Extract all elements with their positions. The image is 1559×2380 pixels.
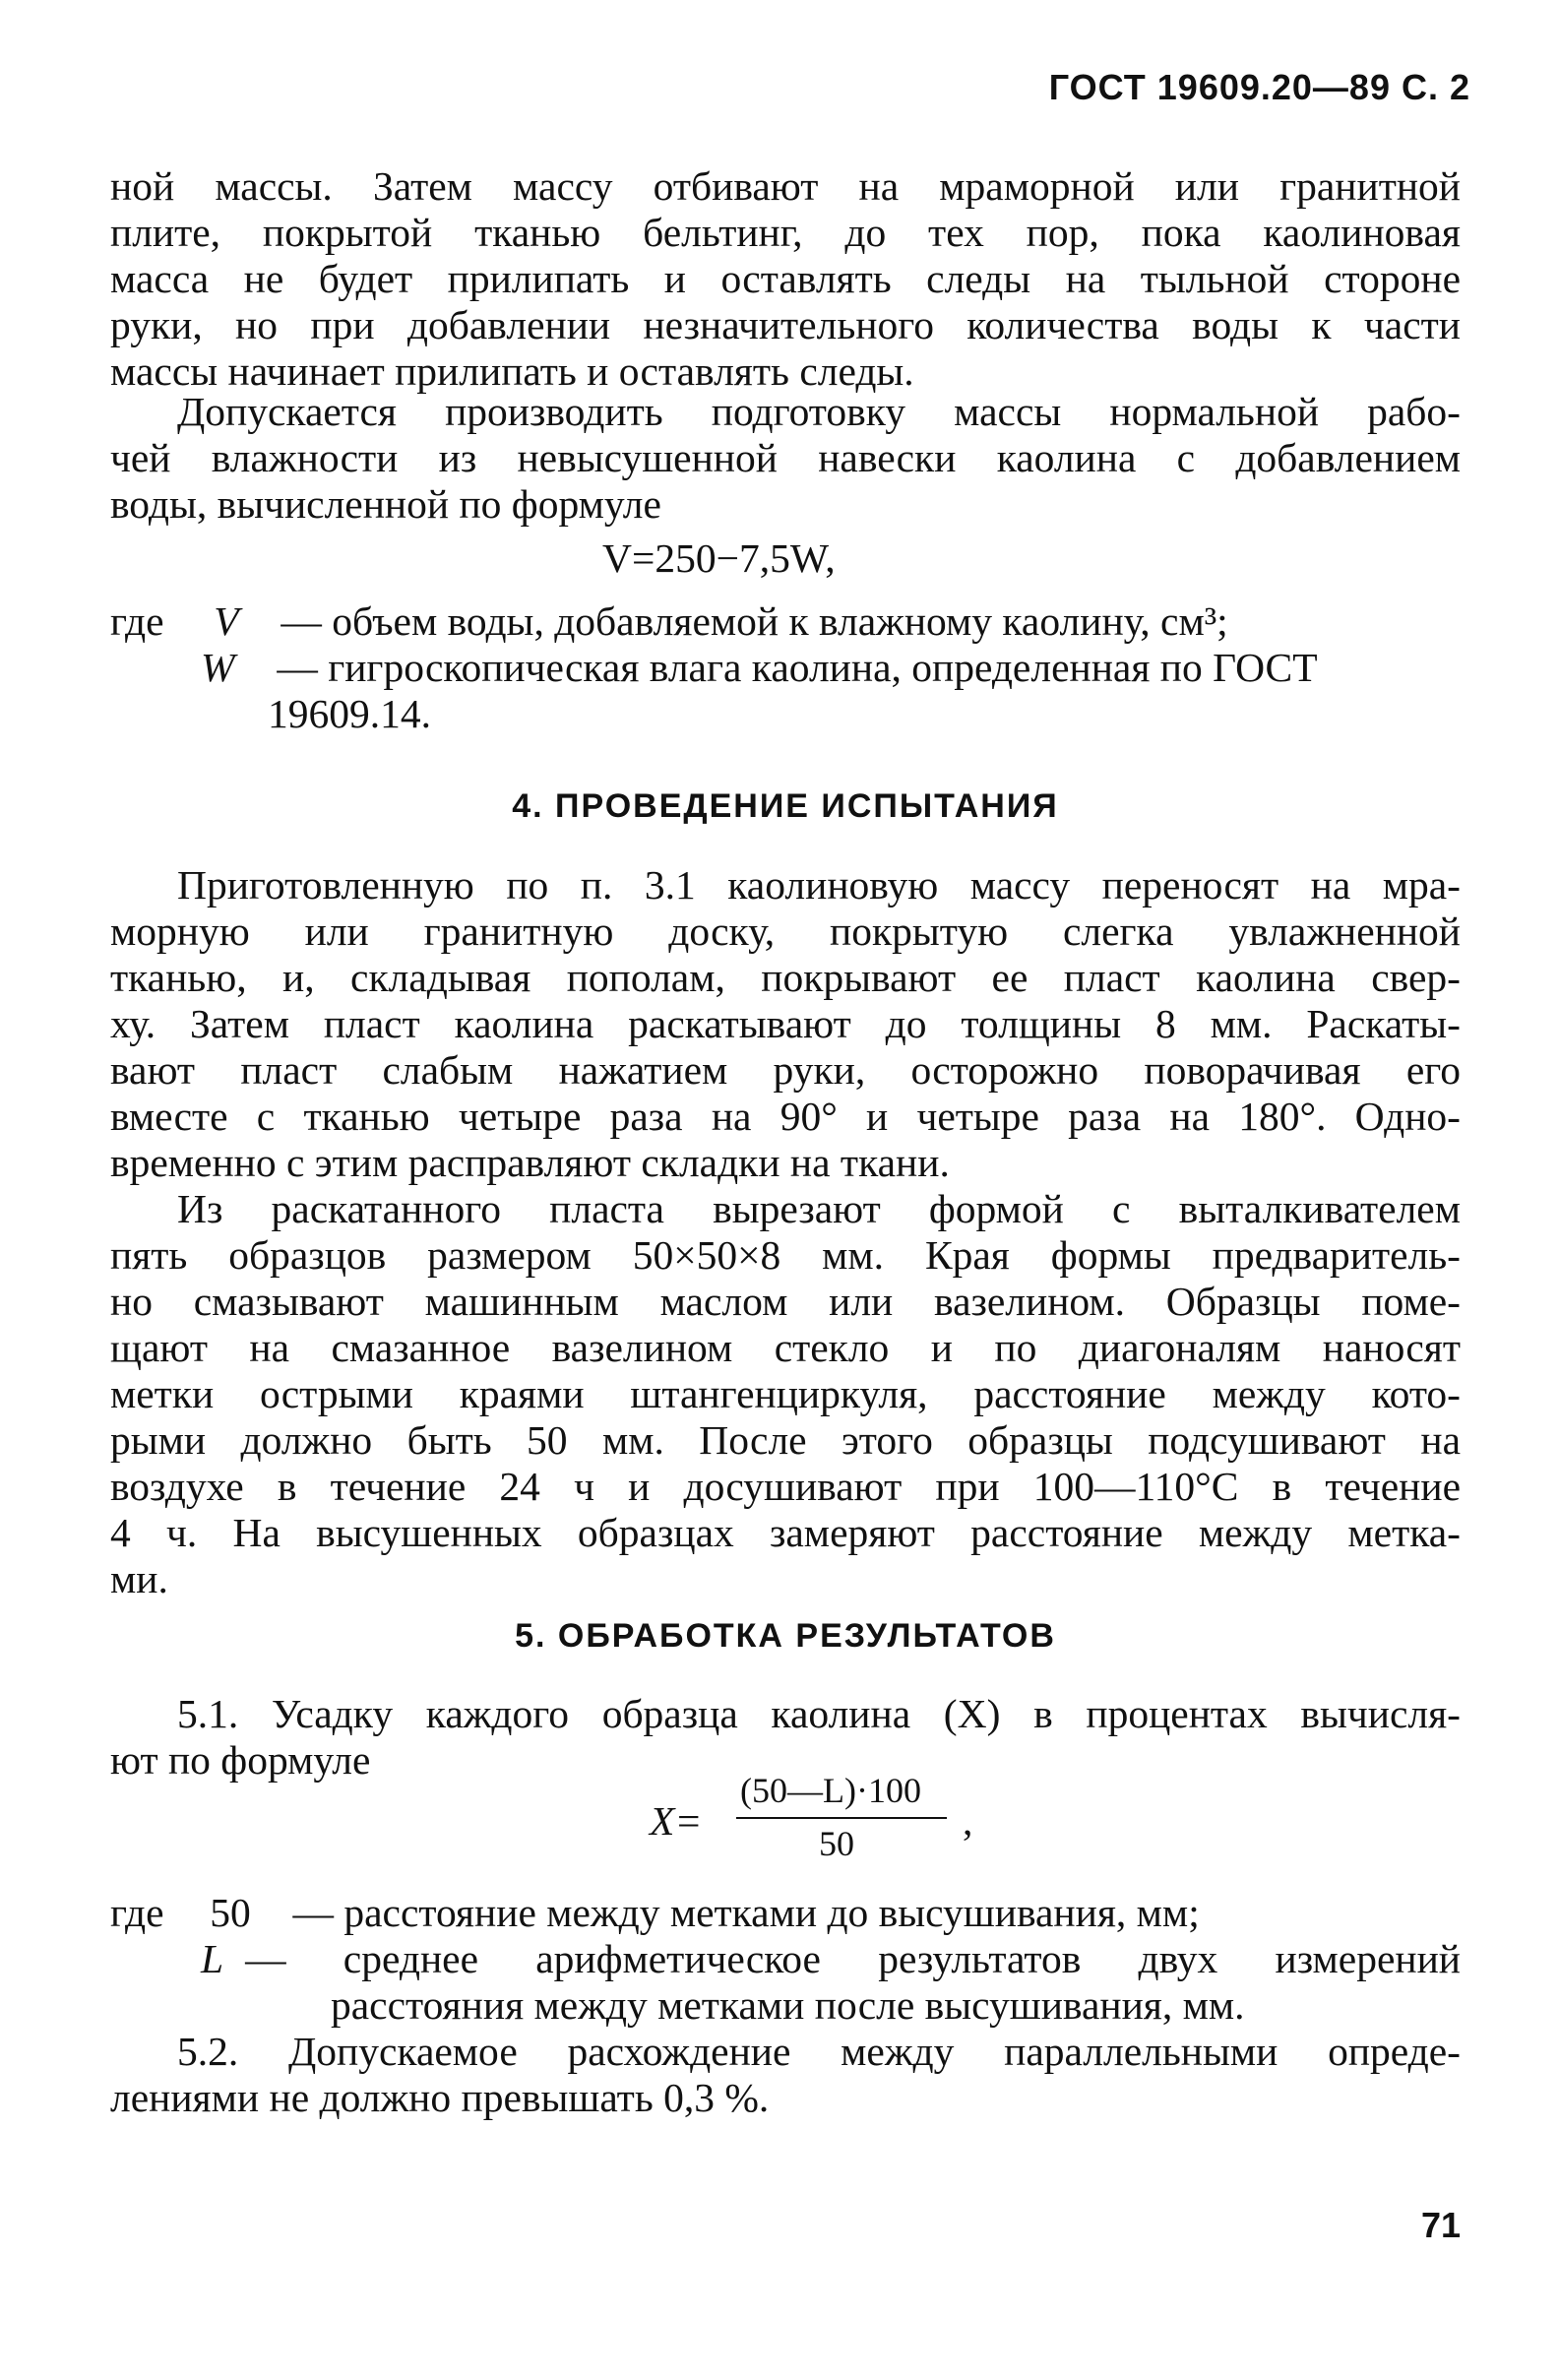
text-line: массы начинает прилипать и оставлять следы. (110, 348, 914, 394)
where-symbol: 50 (210, 1890, 251, 1935)
where-row (110, 598, 1228, 645)
where-continuation: 19609.14. (268, 691, 431, 736)
text-line: Из раскатанного пласта вырезают формой с выталкивателем (177, 1186, 1461, 1231)
where-lead: где (110, 1890, 164, 1935)
text-line: морную или гранитную доску, покрытую слегка увлажненной (110, 908, 1461, 954)
text-line: рыми должно быть 50 мм. После этого образцы подсушивают на (110, 1417, 1461, 1463)
text-line: лениями не должно превышать 0,3 %. (110, 2075, 770, 2120)
where-row (201, 645, 1318, 691)
text-line: ют по формуле (110, 1737, 371, 1783)
where-symbol: W (201, 645, 235, 690)
text-line: вают пласт слабым нажатием руки, осторожно поворачивая его (110, 1047, 1461, 1093)
text-line: 5.1. Усадку каждого образца каолина (X) в процентах вычисля- (177, 1691, 1461, 1736)
text-line: метки острыми краями штангенциркуля, расстояние между кото- (110, 1371, 1461, 1416)
page-number: 71 (1420, 2205, 1461, 2245)
text-line: временно с этим расправляют складки на ткани. (110, 1140, 950, 1185)
text-line: 4 ч. На высушенных образцах замеряют расстояние между метка- (110, 1510, 1461, 1555)
text-line: 5.2. Допускаемое расхождение между параллельными опреде- (177, 2029, 1461, 2074)
text-line: плите, покрытой тканью бельтинг, до тех пор, пока каолиновая (110, 210, 1461, 255)
fraction-bar (736, 1817, 947, 1819)
text-line: ми. (110, 1556, 168, 1601)
text-line: щают на смазанное вазелином стекло и по диагоналям наносят (110, 1325, 1461, 1370)
where-text: — расстояние между метками до высушивания, мм; (292, 1890, 1200, 1935)
text-line: воды, вычисленной по формуле (110, 481, 661, 527)
text-line: масса не будет прилипать и оставлять следы на тыльной стороне (110, 256, 1461, 301)
text-line: Допускается производить подготовку массы нормальной рабо- (177, 389, 1461, 434)
where-symbol: V (214, 598, 239, 644)
section5-paragraph-2 (110, 2029, 1461, 2121)
where-row (201, 1936, 1461, 1982)
text-line: пять образцов размером 50×50×8 мм. Края формы предваритель- (110, 1232, 1461, 1278)
formula-numerator: (50—L)·100 (740, 1771, 921, 1810)
formula-denominator: 50 (819, 1824, 854, 1863)
where-symbol: L (201, 1936, 224, 1981)
where-row (110, 1890, 1200, 1936)
formula-lhs: X= (650, 1798, 703, 1844)
text-line: тканью, и, складывая пополам, покрывают ее пласт каолина свер- (110, 955, 1461, 1000)
where-text: — среднее арифметическое результатов двух измерений (245, 1936, 1461, 1981)
text-line: ху. Затем пласт каолина раскатывают до толщины 8 мм. Раскаты- (110, 1001, 1461, 1046)
section-heading: 4. ПРОВЕДЕНИЕ ИСПЫТАНИЯ (512, 787, 1059, 825)
allow-paragraph (110, 389, 1461, 528)
water-formula: V=250−7,5W, (602, 535, 836, 581)
section-heading: 5. ОБРАБОТКА РЕЗУЛЬТАТОВ (515, 1617, 1056, 1655)
where-text: — объем воды, добавляемой к влажному каолину, см³; (281, 598, 1228, 644)
where-lead: где (110, 598, 164, 644)
where-text: — гигроскопическая влага каолина, определенная по ГОСТ (277, 645, 1318, 690)
text-line: воздухе в течение 24 ч и досушивают при 100—110°С в течение (110, 1464, 1461, 1509)
text-line: вместе с тканью четыре раза на 90° и четыре раза на 180°. Одно- (110, 1094, 1461, 1139)
page-header: ГОСТ 19609.20—89 С. 2 (1048, 67, 1470, 107)
text-line: руки, но при добавлении незначительного количества воды к части (110, 302, 1461, 347)
section4-paragraph-1 (110, 862, 1461, 1186)
section4-paragraph-2 (110, 1186, 1461, 1602)
text-line: но смазывают машинным маслом или вазелином. Образцы поме- (110, 1279, 1461, 1324)
text-line: чей влажности из невысушенной навески каолина с добавлением (110, 435, 1461, 480)
text-line: ной массы. Затем массу отбивают на мраморной или гранитной (110, 163, 1461, 209)
text-line: Приготовленную по п. 3.1 каолиновую массу переносят на мра- (177, 862, 1461, 908)
where-continuation: расстояния между метками после высушивания, мм. (331, 1982, 1245, 2028)
formula-tail: , (963, 1798, 973, 1844)
intro-paragraph (110, 163, 1461, 395)
